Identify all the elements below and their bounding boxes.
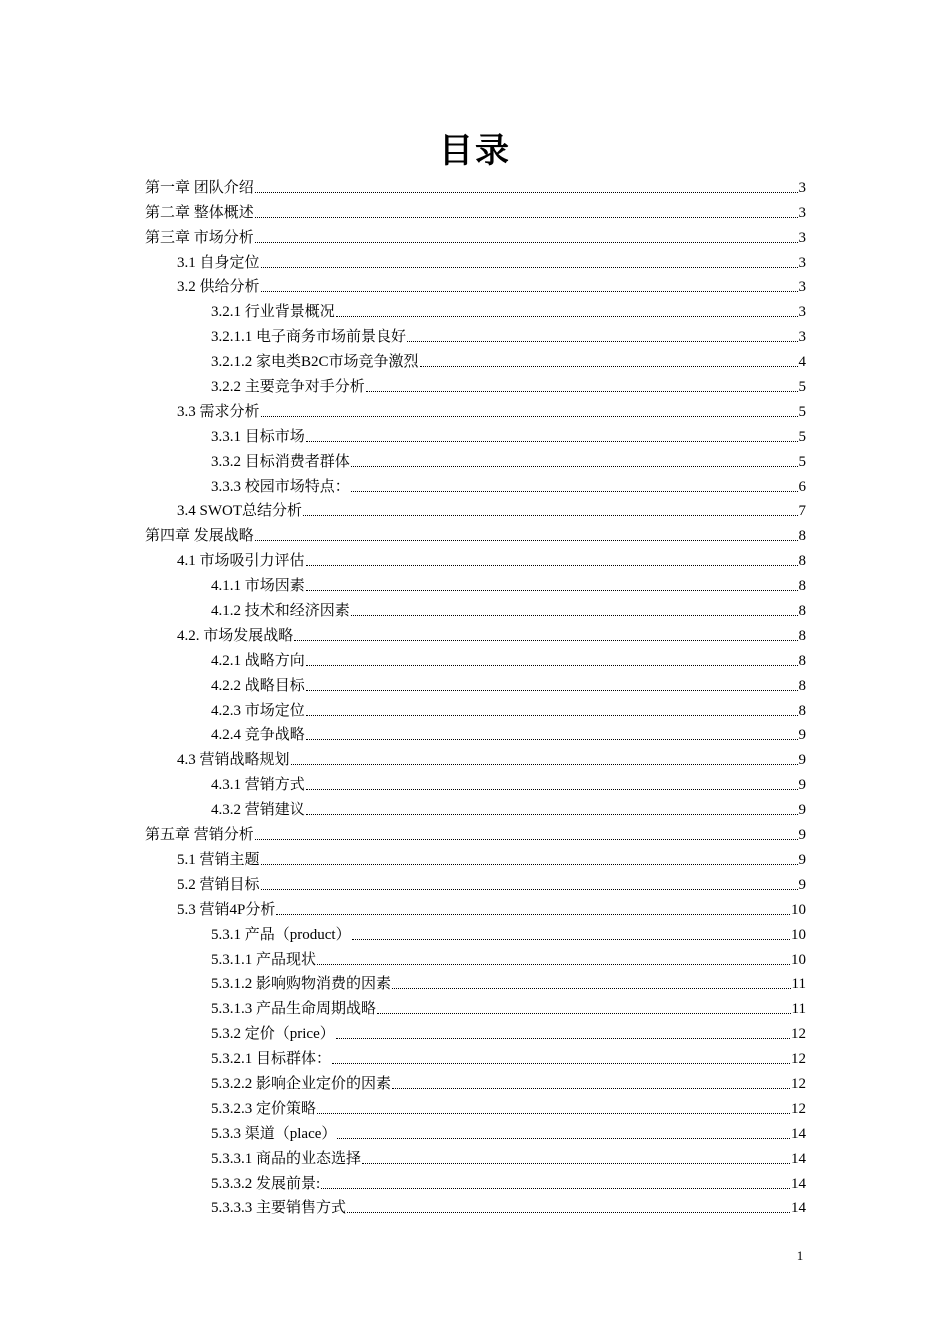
toc-dot-leader [317, 964, 790, 965]
toc-entry-label: 5.1 营销主题 [177, 851, 260, 868]
toc-dot-leader [261, 864, 798, 865]
toc-entry[interactable] [145, 499, 806, 524]
toc-entry-label: 4.3.1 营销方式 [211, 777, 305, 794]
toc-entry[interactable] [145, 1096, 806, 1121]
toc-entry-label: 5.3.2.2 影响企业定价的因素 [211, 1075, 392, 1092]
toc-entry-label: 第二章 整体概述 [145, 204, 254, 221]
toc-entry[interactable] [145, 723, 806, 748]
toc-entry-page: 9 [798, 777, 806, 794]
toc-entry-page: 8 [798, 677, 806, 694]
page-number: 1 [796, 1248, 804, 1263]
toc-entry-page: 11 [791, 1001, 806, 1018]
toc-dot-leader [306, 715, 798, 716]
toc-entry-page: 9 [798, 727, 806, 744]
toc-entry-label: 5.2 营销目标 [177, 876, 260, 893]
toc-entry[interactable] [145, 548, 806, 573]
toc-entry-page: 10 [791, 951, 806, 968]
toc-entry-page: 8 [798, 702, 806, 719]
toc-dot-leader [317, 1113, 790, 1114]
toc-dot-leader [351, 466, 798, 467]
toc-entry[interactable] [145, 673, 806, 698]
toc-entry-label: 3.1 自身定位 [177, 254, 260, 271]
toc-dot-leader [407, 341, 797, 342]
toc-entry-page: 8 [798, 528, 806, 545]
toc-dot-leader [351, 491, 798, 492]
toc-entry-page: 14 [791, 1200, 806, 1217]
toc-dot-leader [352, 939, 790, 940]
toc-dot-leader [294, 640, 797, 641]
toc-entry-page: 5 [798, 403, 806, 420]
toc-entry-page: 14 [791, 1175, 806, 1192]
toc-dot-leader [392, 1088, 790, 1089]
toc-entry[interactable] [145, 424, 806, 449]
toc-dot-leader [303, 515, 798, 516]
toc-entry-page: 8 [798, 652, 806, 669]
toc-entry-page: 5 [798, 428, 806, 445]
toc-entry-label: 3.2.2 主要竞争对手分析 [211, 379, 365, 396]
toc-entry-label: 4.3 营销战略规划 [177, 752, 290, 769]
toc-entry-page: 8 [798, 627, 806, 644]
toc-entry-page: 9 [798, 802, 806, 819]
toc-dot-leader [261, 889, 798, 890]
toc-entry[interactable] [145, 200, 806, 225]
toc-entry[interactable] [145, 324, 806, 349]
toc-entry-label: 4.2.1 战略方向 [211, 652, 305, 669]
toc-dot-leader [261, 416, 798, 417]
toc-entry-page: 6 [798, 478, 806, 495]
toc-entry[interactable] [145, 1196, 806, 1221]
toc-entry-label: 5.3.3 渠道（place） [211, 1125, 337, 1142]
toc-entry-page: 12 [791, 1051, 806, 1068]
toc-entry-label: 4.1.2 技术和经济因素 [211, 603, 350, 620]
toc-entry-label: 5.3 营销4P分析 [177, 901, 276, 918]
toc-dot-leader [255, 217, 798, 218]
toc-dot-leader [291, 764, 798, 765]
toc-entry[interactable] [145, 698, 806, 723]
toc-dot-leader [255, 242, 798, 243]
toc-entry[interactable] [145, 250, 806, 275]
toc-entry[interactable] [145, 573, 806, 598]
toc-entry-page: 14 [791, 1125, 806, 1142]
toc-entry-label: 5.3.1.2 影响购物消费的因素 [211, 976, 392, 993]
toc-dot-leader [336, 1038, 790, 1039]
page-title: 目录 [439, 131, 511, 171]
toc-entry-label: 5.3.2.1 目标群体： [211, 1051, 332, 1068]
toc-entry[interactable] [145, 797, 806, 822]
toc-entry[interactable] [145, 374, 806, 399]
toc-dot-leader [336, 316, 798, 317]
toc-dot-leader [332, 1063, 790, 1064]
toc-entry[interactable] [145, 1046, 806, 1071]
toc-dot-leader [261, 291, 798, 292]
toc-entry-label: 第五章 营销分析 [145, 827, 254, 844]
toc-entry-page: 12 [791, 1026, 806, 1043]
toc-entry[interactable] [145, 822, 806, 847]
toc-dot-leader [337, 1138, 790, 1139]
toc-entry-page: 9 [798, 851, 806, 868]
toc-entry-page: 3 [798, 204, 806, 221]
toc-entry-page: 9 [798, 876, 806, 893]
toc-entry-label: 5.3.1 产品（product） [211, 926, 351, 943]
toc-entry[interactable] [145, 175, 806, 200]
toc-entry-label: 4.2.4 竞争战略 [211, 727, 305, 744]
toc-entry-page: 3 [798, 329, 806, 346]
toc-entry[interactable] [145, 1021, 806, 1046]
toc-entry[interactable] [145, 598, 806, 623]
toc-entry[interactable] [145, 922, 806, 947]
toc-entry-page: 12 [791, 1100, 806, 1117]
toc-dot-leader [306, 665, 798, 666]
toc-entry-label: 3.2.1.2 家电类B2C市场竞争激烈 [211, 354, 419, 371]
toc-entry-label: 第三章 市场分析 [145, 229, 254, 246]
toc-dot-leader [306, 814, 798, 815]
toc-dot-leader [306, 789, 798, 790]
toc-entry-page: 11 [791, 976, 806, 993]
toc-entry[interactable] [145, 275, 806, 300]
toc-entry-page: 8 [798, 553, 806, 570]
toc-entry-page: 9 [798, 752, 806, 769]
toc-entry[interactable] [145, 399, 806, 424]
toc-entry-page: 5 [798, 379, 806, 396]
toc-entry-label: 4.1.1 市场因素 [211, 578, 305, 595]
toc-entry[interactable] [145, 1121, 806, 1146]
toc-entry-label: 3.2 供给分析 [177, 279, 260, 296]
toc-dot-leader [306, 565, 798, 566]
toc-entry-label: 第四章 发展战略 [145, 528, 254, 545]
toc-entry-label: 5.3.3.3 主要销售方式 [211, 1200, 347, 1217]
toc-entry[interactable] [145, 349, 806, 374]
toc-entry-page: 3 [798, 179, 806, 196]
toc-entry-label: 3.3.2 目标消费者群体 [211, 453, 350, 470]
toc-entry-label: 4.2.3 市场定位 [211, 702, 305, 719]
toc-entry[interactable] [145, 1071, 806, 1096]
toc-entry[interactable] [145, 523, 806, 548]
toc-entry[interactable] [145, 1171, 806, 1196]
toc-dot-leader [306, 590, 798, 591]
toc-entry[interactable] [145, 872, 806, 897]
toc-dot-leader [255, 839, 798, 840]
toc-dot-leader [255, 540, 798, 541]
toc-entry[interactable] [145, 225, 806, 250]
toc-dot-leader [255, 192, 798, 193]
toc-entry-page: 5 [798, 453, 806, 470]
toc-dot-leader [420, 366, 798, 367]
table-of-contents [145, 175, 806, 1220]
toc-entry-label: 5.3.3.1 商品的业态选择 [211, 1150, 362, 1167]
toc-entry[interactable] [145, 972, 806, 997]
toc-entry-page: 3 [798, 229, 806, 246]
toc-dot-leader [347, 1212, 790, 1213]
toc-entry-label: 3.2.1.1 电子商务市场前景良好 [211, 329, 407, 346]
toc-dot-leader [276, 914, 790, 915]
toc-entry-label: 4.1 市场吸引力评估 [177, 553, 305, 570]
toc-dot-leader [362, 1163, 790, 1164]
toc-dot-leader [392, 988, 791, 989]
toc-entry-page: 8 [798, 603, 806, 620]
toc-entry-label: 3.3 需求分析 [177, 403, 260, 420]
toc-entry[interactable] [145, 449, 806, 474]
toc-entry-page: 4 [798, 354, 806, 371]
toc-entry[interactable] [145, 897, 806, 922]
toc-entry[interactable] [145, 1146, 806, 1171]
toc-entry-page: 3 [798, 279, 806, 296]
toc-dot-leader [306, 690, 798, 691]
toc-entry-label: 4.2.2 战略目标 [211, 677, 305, 694]
toc-entry[interactable] [145, 648, 806, 673]
toc-entry-label: 4.3.2 营销建议 [211, 802, 305, 819]
toc-dot-leader [377, 1013, 791, 1014]
toc-entry-page: 10 [791, 926, 806, 943]
toc-entry-label: 3.3.1 目标市场 [211, 428, 305, 445]
toc-entry[interactable] [145, 474, 806, 499]
toc-entry[interactable] [145, 947, 806, 972]
toc-dot-leader [366, 391, 798, 392]
toc-entry-page: 10 [791, 901, 806, 918]
toc-entry-label: 5.3.1.3 产品生命周期战略 [211, 1001, 377, 1018]
toc-entry-page: 12 [791, 1075, 806, 1092]
toc-dot-leader [306, 739, 798, 740]
toc-entry-page: 8 [798, 578, 806, 595]
toc-entry-label: 5.3.3.2 发展前景: [211, 1175, 321, 1192]
toc-entry-label: 第一章 团队介绍 [145, 179, 254, 196]
toc-entry-label: 3.3.3 校园市场特点： [211, 478, 350, 495]
toc-entry[interactable] [145, 623, 806, 648]
toc-entry-page: 9 [798, 827, 806, 844]
toc-entry[interactable] [145, 847, 806, 872]
toc-entry-page: 3 [798, 304, 806, 321]
toc-entry-label: 3.4 SWOT总结分析 [177, 503, 302, 520]
toc-dot-leader [261, 267, 798, 268]
toc-entry-page: 3 [798, 254, 806, 271]
toc-dot-leader [351, 615, 798, 616]
toc-dot-leader [306, 441, 798, 442]
toc-entry[interactable] [145, 299, 806, 324]
toc-entry-page: 7 [798, 503, 806, 520]
toc-entry-label: 5.3.2 定价（price） [211, 1026, 335, 1043]
toc-dot-leader [321, 1188, 790, 1189]
toc-entry-label: 3.2.1 行业背景概况 [211, 304, 335, 321]
toc-entry-page: 14 [791, 1150, 806, 1167]
toc-entry-label: 4.2. 市场发展战略 [177, 627, 294, 644]
toc-entry[interactable] [145, 747, 806, 772]
toc-entry[interactable] [145, 772, 806, 797]
toc-entry-label: 5.3.1.1 产品现状 [211, 951, 317, 968]
toc-entry-label: 5.3.2.3 定价策略 [211, 1100, 317, 1117]
toc-entry[interactable] [145, 996, 806, 1021]
